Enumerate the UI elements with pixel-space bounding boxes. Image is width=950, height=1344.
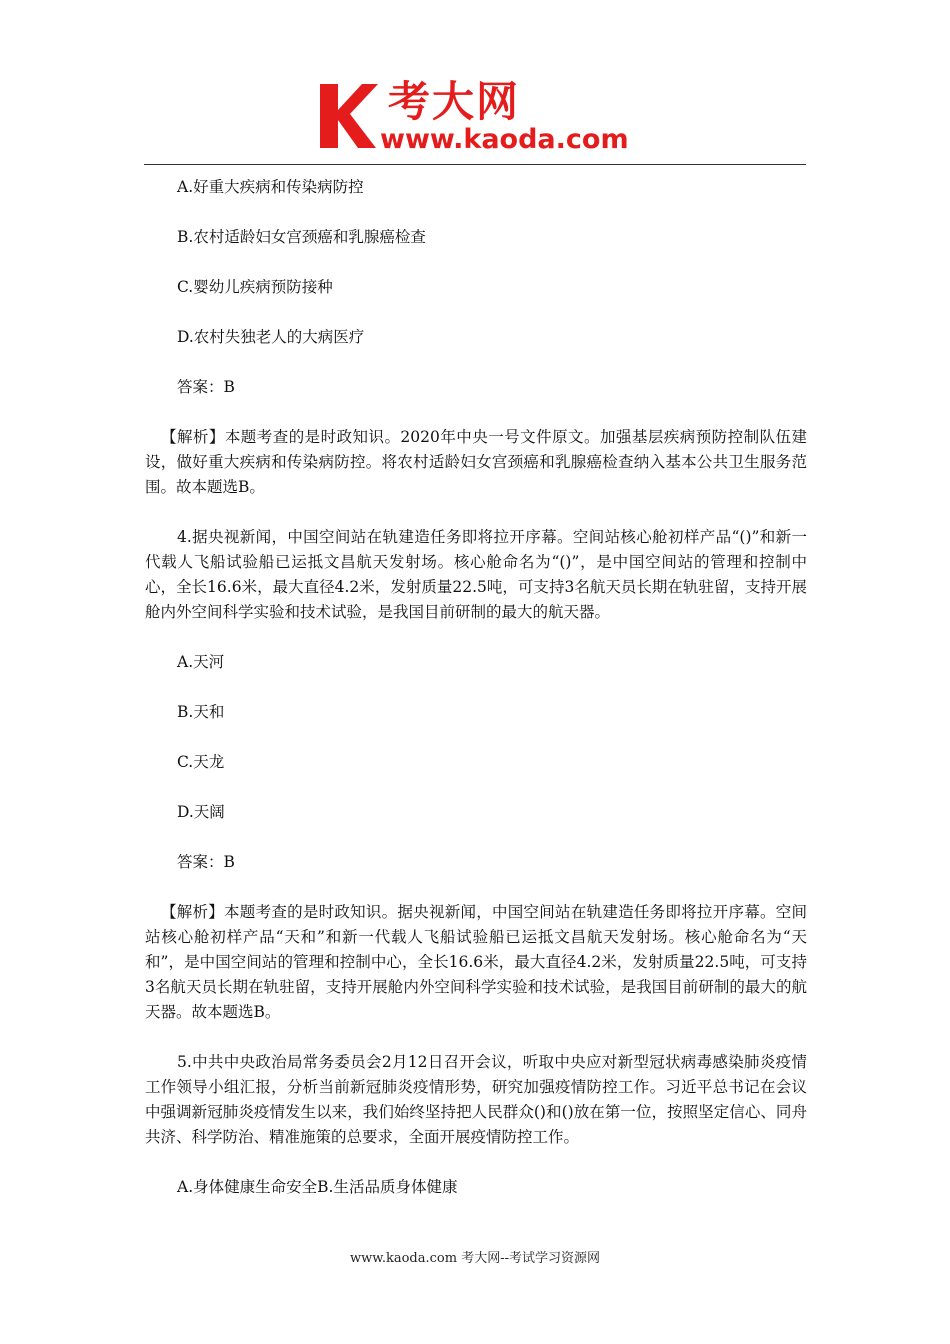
option-line: C.天龙 [177, 753, 225, 771]
option-line: D.天阔 [177, 803, 225, 821]
option-line: B.天和 [177, 703, 225, 721]
question-paragraph: 5.中共中央政治局常务委员会2月12日召开会议，听取中央应对新型冠状病毒感染肺炎疫情工作领导小组汇报，分析当前新冠肺炎疫情形势，研究加强疫情防控工作。习近平总书记在会议中强调新冠肺炎疫情发生以来，我们始终坚持把人民群众()和()放在第一位，按照坚定信心、同舟共济、科学防治、精准施策的总要求，全面开展疫情防控工作。 [145, 1053, 807, 1146]
answer-line: 答案：B [177, 853, 235, 871]
kaoda-logo[interactable] [318, 78, 640, 160]
option-line: A.身体健康生命安全B.生活品质身体健康 [177, 1178, 458, 1196]
header-divider [144, 164, 806, 165]
option-line: A.天河 [177, 653, 225, 671]
option-line: B.农村适龄妇女宫颈癌和乳腺癌检查 [177, 228, 426, 246]
answer-line: 答案：B [177, 378, 235, 396]
document-body [145, 175, 807, 1225]
page-footer: www.kaoda.com 考大网--考试学习资源网 [350, 1251, 600, 1266]
analysis-paragraph: 【解析】本题考查的是时政知识。据央视新闻，中国空间站在轨建造任务即将拉开序幕。空间站核心舱初样产品“天和”和新一代载人飞船试验船已运抵文昌航天发射场。核心舱命名为“天和”，是中国空间站的管理和控制中心，全长16.6米，最大直径4.2米，发射质量22.5吨，可支持3名航天员长期在轨驻留，支持开展舱内外空间科学实验和技术试验，是我国目前研制的最大的航天器。故本题选B。 [145, 903, 807, 1021]
logo-url: www.kaoda.com [380, 124, 629, 155]
option-line: A.好重大疾病和传染病防控 [177, 178, 364, 196]
logo-chinese-name: 考大网 [388, 77, 521, 126]
option-line: C.婴幼儿疾病预防接种 [177, 278, 333, 296]
question-paragraph: 4.据央视新闻，中国空间站在轨建造任务即将拉开序幕。空间站核心舱初样产品“()”和新一代载人飞船试验船已运抵文昌航天发射场。核心舱命名为“()”，是中国空间站的管理和控制中心，全长16.6米，最大直径4.2米，发射质量22.5吨，可支持3名航天员长期在轨驻留，支持开展舱内外空间科学实验和技术试验，是我国目前研制的最大的航天器。 [145, 528, 807, 621]
k-logo-icon [318, 80, 380, 150]
analysis-paragraph: 【解析】本题考查的是时政知识。2020年中央一号文件原文。加强基层疾病预防控制队伍建设，做好重大疾病和传染病防控。将农村适龄妇女宫颈癌和乳腺癌检查纳入基本公共卫生服务范围。故本题选B。 [145, 428, 807, 496]
option-line: D.农村失独老人的大病医疗 [177, 328, 365, 346]
